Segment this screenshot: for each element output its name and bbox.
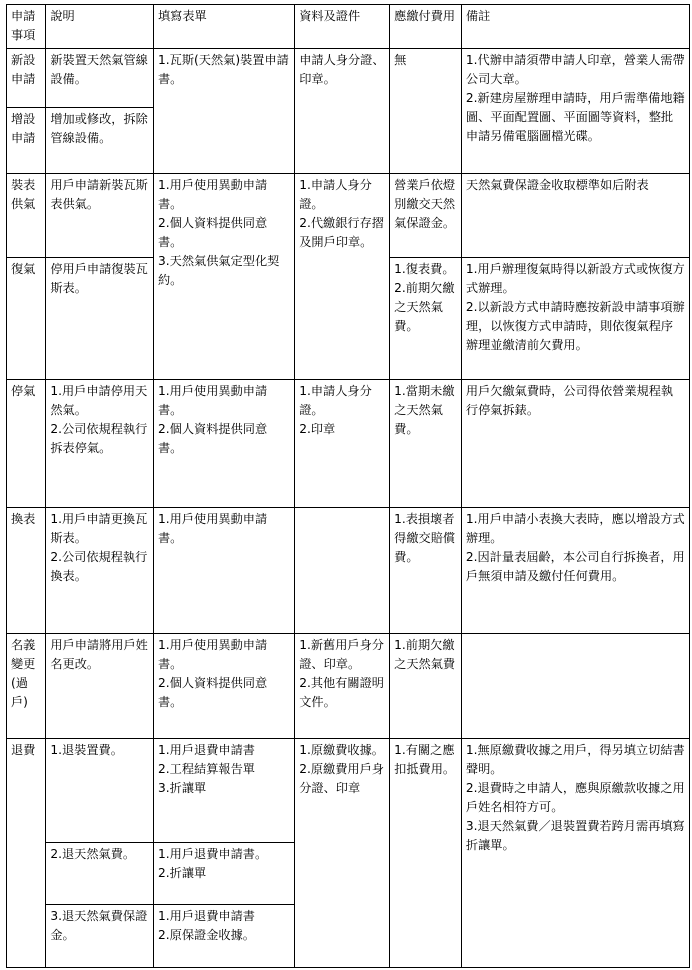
item-cell: 增設申請 [7,108,46,174]
note-line: 3.退天然氣費／退裝置費若跨月需再填寫折讓單。 [465,819,685,852]
note-line: 1.無原繳費收據之用戶，得另填立切結書聲明。 [465,743,685,776]
fee-cell: 1.前期欠繳之天然氣費 [390,634,462,739]
description-cell [46,380,154,508]
description-cell: 3.退天然氣費保證金。 [46,905,154,968]
form-line: 2.原保證金收據。 [158,928,255,942]
note-line: 2.退費時之申請人，應與原繳款收據之用戶姓名相符方可。 [465,781,685,814]
description-cell: 停用戶申請復裝瓦斯表。 [46,258,154,380]
forms-cell [154,905,295,968]
forms-cell [154,380,295,508]
fee-line: 2.前期欠繳之天然氣費。 [394,281,455,333]
fee-cell: 營業戶依燈別繳交天然氣保證金。 [390,174,462,258]
documents-cell [295,380,390,508]
fee-line: 1.復表費。 [394,262,455,276]
form-line: 1.用戶使用異動申請書。 [158,178,268,211]
fee-cell: 1.當期未繳之天然氣費。 [390,380,462,508]
description-line: 1.用戶申請更換瓦斯表。 [50,512,148,545]
item-cell: 停氣 [7,380,46,508]
document-line: 2.代繳銀行存摺及開戶印章。 [299,216,384,249]
form-line: 1.用戶使用異動申請書。 [158,384,268,417]
note-line: 1.用戶辦理復氣時得以新設方式或恢復方式辦理。 [465,262,685,295]
description-cell: 增加或修改，拆除管線設備。 [46,108,154,174]
forms-cell [154,843,295,905]
notes-cell: 天然氣費保證金收取標準如后附表 [461,174,689,258]
document-line: 1.申請人身分證。 [299,384,372,417]
description-cell: 新裝置天然氣管線設備。 [46,49,154,108]
documents-cell [295,634,390,739]
documents-cell [295,508,390,634]
item-cell: 復氣 [7,258,46,380]
description-cell [46,508,154,634]
forms-cell [154,634,295,739]
form-line: 1.瓦斯(天然氣)裝置申請書。 [158,53,289,86]
documents-cell [295,739,390,968]
item-cell: 裝表供氣 [7,174,46,258]
application-items-table [6,4,690,968]
description-line: 1.用戶申請停用天然氣。 [50,384,148,417]
row-swap [7,508,690,634]
document-line: 1.申請人身分證。 [299,178,372,211]
forms-cell: 1.用戶使用異動申請書。 [154,508,295,634]
notes-cell [461,258,689,380]
note-line: 1.用戶申請小表換大表時，應以增設方式辦理。 [465,512,685,545]
note-line: 2.以新設方式申請時應按新設申請事項辦理，以恢復方式申請時，則依復氣程序辦理並繳清前欠費用。 [465,300,685,352]
fee-cell: 無 [390,49,462,174]
forms-cell [154,49,295,174]
document-line: 1.原繳費收據。 [299,743,384,757]
notes-cell [461,739,689,968]
note-line: 2.因計量表屆齡，本公司自行拆換者，用戶無須申請及繳付任何費用。 [465,550,685,583]
form-line: 1.用戶退費申請書。 [158,847,268,861]
form-line: 1.用戶退費申請書 [158,909,255,923]
row-new-install [7,49,690,108]
fee-cell: 1.有關之應扣抵費用。 [390,739,462,968]
item-cell: 新設申請 [7,49,46,108]
description-line: 2.公司依規程執行拆表停氣。 [50,422,148,455]
header-row [7,5,690,49]
form-line: 2.折讓單 [158,866,207,880]
description-cell: 1.退裝置費。 [46,739,154,843]
form-line: 2.個人資料提供同意書。 [158,216,268,249]
note-line: 1.代辦申請須帶申請人印章，營業人需帶公司大章。 [465,53,685,86]
row-rename [7,634,690,739]
notes-cell [461,634,689,739]
header-description: 說明 [46,5,154,49]
item-cell: 退費 [7,739,46,968]
notes-cell [461,508,689,634]
item-cell: 名義變更(過戶) [7,634,46,739]
documents-cell: 申請人身分證、印章。 [295,49,390,174]
note-line: 2.新建房屋辦理申請時，用戶需準備地籍圖、平面配置圖、平面圖等資料，整批申請另備電腦圖檔光碟。 [465,91,685,143]
row-refund-install-fee [7,739,690,843]
document-line: 1.新舊用戶身分證、印章。 [299,638,384,671]
header-item: 申請事項 [7,5,46,49]
row-stop [7,380,690,508]
notes-cell [461,49,689,174]
form-line: 2.工程結算報告單 [158,762,255,776]
header-forms: 填寫表單 [154,5,295,49]
document-line: 2.其他有關證明文件。 [299,676,384,709]
row-meter-supply [7,174,690,258]
header-fees: 應繳付費用 [390,5,462,49]
header-documents: 資料及證件 [295,5,390,49]
document-line: 2.原繳費用戶身分證、印章 [299,762,384,795]
description-cell: 2.退天然氣費。 [46,843,154,905]
forms-cell [154,174,295,380]
form-line: 1.用戶使用異動申請書。 [158,638,268,671]
form-line: 2.個人資料提供同意書。 [158,422,268,455]
form-line: 1.用戶退費申請書 [158,743,255,757]
form-line: 2.個人資料提供同意書。 [158,676,268,709]
notes-cell: 用戶欠繳氣費時，公司得依營業規程執行停氣拆錶。 [461,380,689,508]
fee-cell: 1.表損壞者得繳交賠償費。 [390,508,462,634]
fee-cell [390,258,462,380]
document-line: 2.印章 [299,422,336,436]
item-cell: 換表 [7,508,46,634]
form-line: 3.天然氣供氣定型化契約。 [158,254,280,287]
forms-cell [154,739,295,843]
form-line: 3.折讓單 [158,781,207,795]
description-cell: 用戶申請新裝瓦斯表供氣。 [46,174,154,258]
header-notes: 備註 [461,5,689,49]
description-cell: 用戶申請將用戶姓名更改。 [46,634,154,739]
documents-cell [295,174,390,380]
description-line: 2.公司依規程執行換表。 [50,550,148,583]
